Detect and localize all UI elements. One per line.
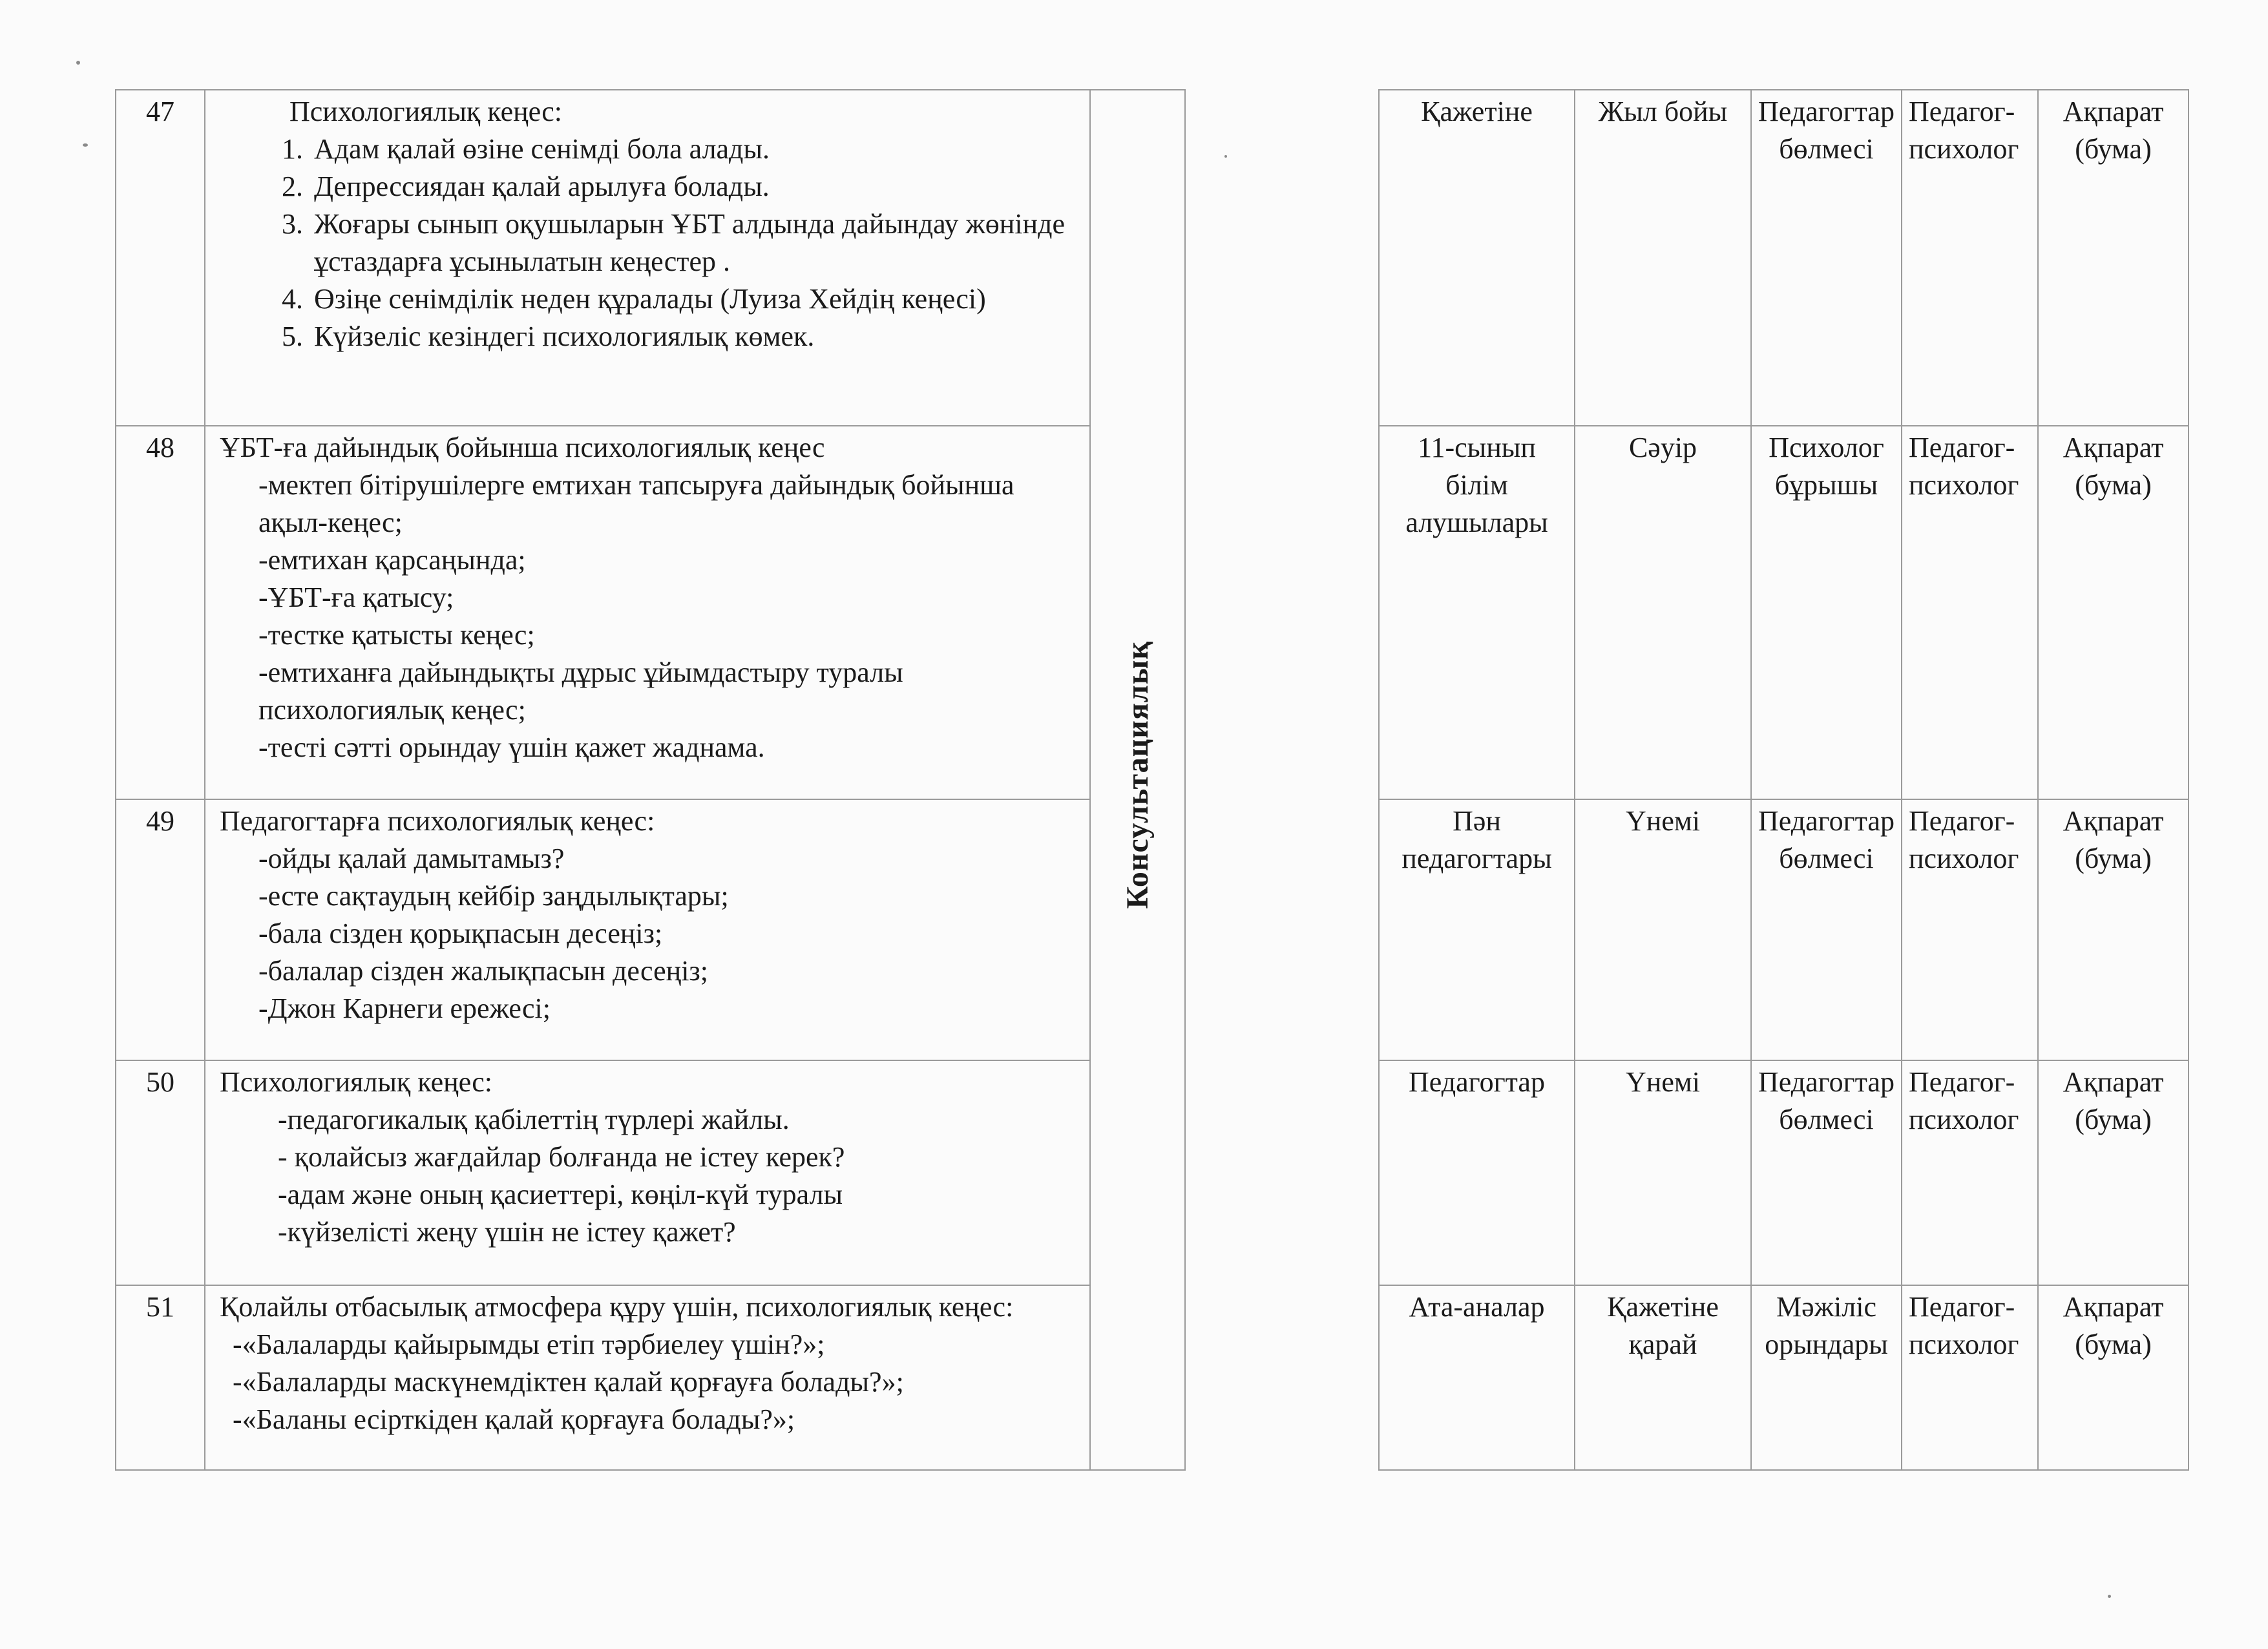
activity-title: ҰБТ-ға дайындық бойынша психологиялық кеңес xyxy=(220,432,825,463)
activity-description xyxy=(205,1060,1090,1285)
audience-cell: 11-сынып білім алушылары xyxy=(1379,426,1575,799)
list-item: -күйзелісті жеңу үшін не істеу қажет? xyxy=(278,1216,736,1248)
list-item: -тестке қатысты кеңес; xyxy=(258,619,535,651)
activity-list xyxy=(238,131,1079,355)
responsible-cell: Педагог-психолог xyxy=(1902,1060,2038,1285)
empty-column xyxy=(1185,90,1379,1470)
activity-title: Қолайлы отбасылық атмосфера құру үшін, психологиялық кеңес: xyxy=(220,1291,1014,1323)
audience-cell: Ата-аналар xyxy=(1379,1285,1575,1470)
responsible-cell: Педагог-психолог xyxy=(1902,1285,2038,1470)
activity-title: Психологиялық кеңес: xyxy=(289,96,563,127)
scan-speck xyxy=(83,143,88,147)
list-item: -«Балаларды қайырымды етіп тәрбиелеу үшін?»; xyxy=(233,1329,825,1360)
row-number: 50 xyxy=(116,1060,205,1285)
list-item: - қолайсыз жағдайлар болғанда не істеу керек? xyxy=(278,1141,845,1173)
list-item: -ҰБТ-ға қатысу; xyxy=(258,582,454,613)
list-item: -емтихан қарсаңында; xyxy=(258,544,526,576)
activity-description xyxy=(205,1285,1090,1470)
list-item: -«Баланы есірткіден қалай қорғауға болады?»; xyxy=(233,1403,795,1435)
list-item: -есте сақтаудың кейбір заңдылықтары; xyxy=(258,880,729,912)
timing-cell: Қажетіне қарай xyxy=(1575,1285,1751,1470)
timing-cell: Жыл бойы xyxy=(1575,90,1751,426)
activity-title: Педагогтарға психологиялық кеңес: xyxy=(220,805,655,837)
list-item: 5. Күйзеліс кезіндегі психологиялық көмек. xyxy=(310,318,1079,355)
responsible-cell: Педагог-психолог xyxy=(1902,90,2038,426)
place-cell: Педагогтар бөлмесі xyxy=(1751,1060,1902,1285)
audience-cell: Педагогтар xyxy=(1379,1060,1575,1285)
timing-cell: Үнемі xyxy=(1575,799,1751,1060)
list-item: -мектеп бітірушілерге емтихан тапсыруға дайындық бойынша ақыл-кеңес; xyxy=(258,469,1014,538)
form-cell: Ақпарат (бума) xyxy=(2038,426,2189,799)
form-cell: Ақпарат (бума) xyxy=(2038,1060,2189,1285)
list-item: 3. Жоғары сынып оқушыларын ҰБТ алдында дайындау жөнінде ұстаздарға ұсынылатын кеңестер . xyxy=(310,205,1079,280)
responsible-cell: Педагог-психолог xyxy=(1902,426,2038,799)
list-item: -педагогикалық қабілеттің түрлері жайлы. xyxy=(278,1104,790,1135)
timing-cell: Үнемі xyxy=(1575,1060,1751,1285)
list-item: -тесті сәтті орындау үшін қажет жаднама. xyxy=(258,731,765,763)
list-item: -емтиханға дайындықты дұрыс ұйымдастыру туралы психологиялық кеңес; xyxy=(258,656,903,726)
list-item: -«Балаларды маскүнемдіктен қалай қорғауға болады?»; xyxy=(233,1366,904,1398)
activity-title: Психологиялық кеңес: xyxy=(220,1066,493,1098)
place-cell: Педагогтар бөлмесі xyxy=(1751,90,1902,426)
place-cell: Педагогтар бөлмесі xyxy=(1751,799,1902,1060)
form-cell: Ақпарат (бума) xyxy=(2038,90,2189,426)
scan-speck xyxy=(76,61,80,65)
responsible-cell: Педагог-психолог xyxy=(1902,799,2038,1060)
place-cell: Мәжіліс орындары xyxy=(1751,1285,1902,1470)
list-item: -Джон Карнеги ережесі; xyxy=(258,993,551,1024)
form-cell: Ақпарат (бума) xyxy=(2038,799,2189,1060)
row-number: 48 xyxy=(116,426,205,799)
list-item: -бала сізден қорықпасын десеңіз; xyxy=(258,918,663,949)
form-cell: Ақпарат (бума) xyxy=(2038,1285,2189,1470)
place-cell: Психолог бұрышы xyxy=(1751,426,1902,799)
activity-description xyxy=(205,90,1090,426)
row-number: 49 xyxy=(116,799,205,1060)
audience-cell: Қажетіне xyxy=(1379,90,1575,426)
row-number: 47 xyxy=(116,90,205,426)
audience-cell: Пән педагогтары xyxy=(1379,799,1575,1060)
row-number: 51 xyxy=(116,1285,205,1470)
work-plan-table xyxy=(115,89,2189,1471)
table-row xyxy=(116,90,2189,426)
list-item: -балалар сізден жалықпасын десеңіз; xyxy=(258,955,709,987)
list-item: 1. Адам қалай өзіне сенімді бола алады. xyxy=(310,131,1079,168)
category-label: Консультациялық xyxy=(1120,641,1155,909)
activity-description xyxy=(205,426,1090,799)
timing-cell: Сәуір xyxy=(1575,426,1751,799)
scan-speck xyxy=(2108,1595,2111,1598)
activity-description xyxy=(205,799,1090,1060)
list-item: -адам және оның қасиеттері, көңіл-күй туралы xyxy=(278,1179,843,1210)
category-cell xyxy=(1090,90,1185,1470)
list-item: 4. Өзіңе сенімділік неден құралады (Луиза Хейдің кеңесі) xyxy=(310,280,1079,318)
list-item: -ойды қалай дамытамыз? xyxy=(258,843,565,874)
list-item: 2. Депрессиядан қалай арылуға болады. xyxy=(310,168,1079,205)
